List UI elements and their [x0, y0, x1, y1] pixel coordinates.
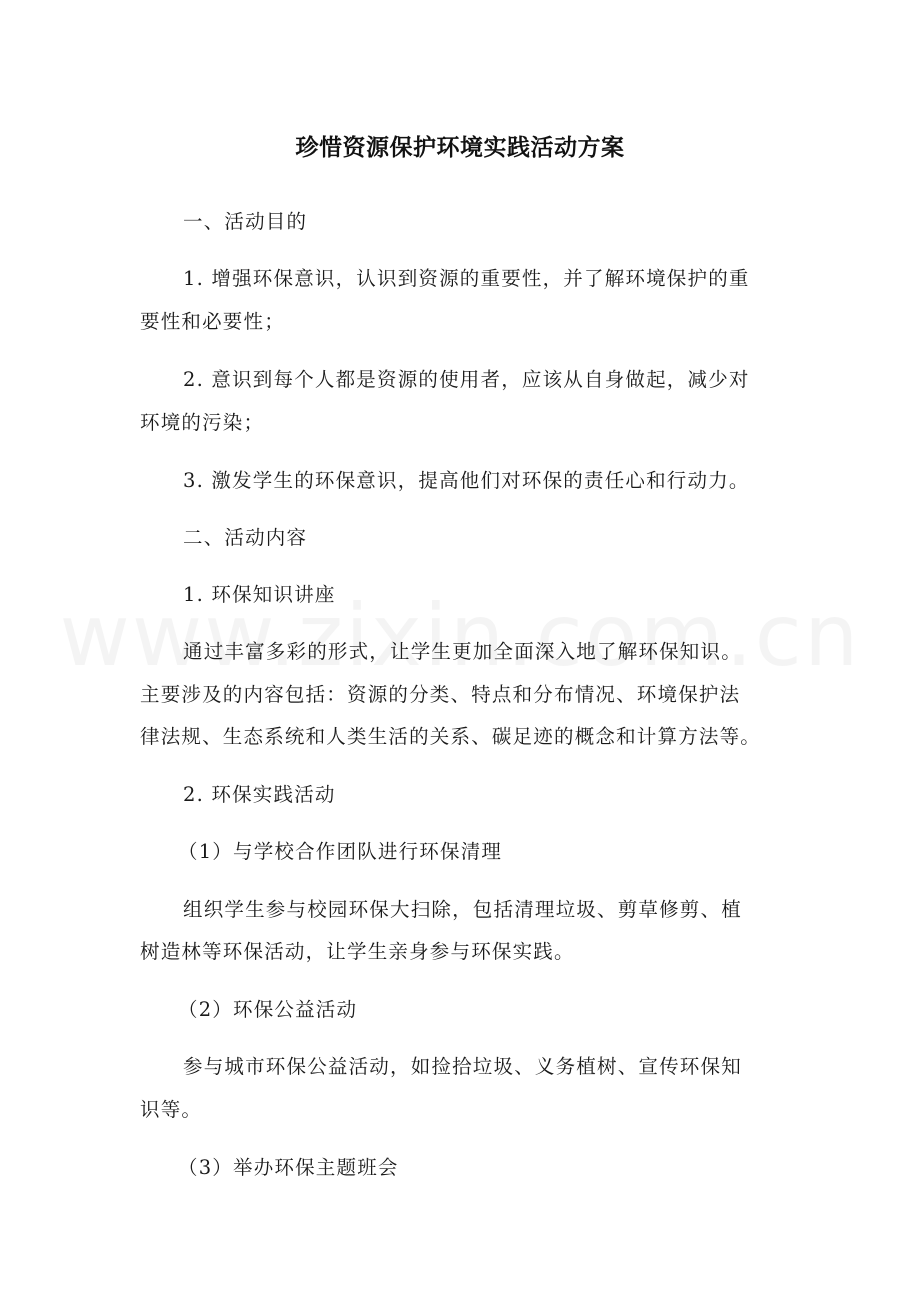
document-title: 珍惜资源保护环境实践活动方案: [295, 135, 625, 161]
paragraph-line: 树造林等环保活动，让学生亲身参与环保实践。: [140, 940, 575, 963]
subheading-lecture: 1. 环保知识讲座: [183, 583, 336, 606]
subheading-public-welfare: （2）环保公益活动: [178, 998, 358, 1021]
subheading-practice: 2. 环保实践活动: [183, 783, 336, 806]
paragraph-line: 组织学生参与校园环保大扫除，包括清理垃圾、剪草修剪、植: [183, 898, 742, 921]
subheading-class-meeting: （3）举办环保主题班会: [178, 1156, 399, 1179]
section-heading-purpose: 一、活动目的: [183, 210, 308, 233]
paragraph-line: 2. 意识到每个人都是资源的使用者，应该从自身做起，减少对: [183, 368, 750, 391]
paragraph-line: 识等。: [140, 1098, 203, 1121]
paragraph-line: 要性和必要性；: [140, 310, 285, 333]
paragraph-line: 主要涉及的内容包括：资源的分类、特点和分布情况、环境保护法: [140, 683, 741, 706]
paragraph-line: 环境的污染；: [140, 411, 265, 434]
paragraph-line: 1. 增强环保意识，认识到资源的重要性，并了解环境保护的重: [183, 267, 750, 290]
subheading-cleanup: （1）与学校合作团队进行环保清理: [178, 840, 503, 863]
paragraph-line: 3. 激发学生的环保意识，提高他们对环保的责任心和行动力。: [183, 469, 750, 492]
paragraph-line: 律法规、生态系统和人类生活的关系、碳足迹的概念和计算方法等。: [140, 725, 762, 748]
paragraph-line: 参与城市环保公益活动，如捡拾垃圾、义务植树、宣传环保知: [183, 1055, 742, 1078]
section-heading-content: 二、活动内容: [183, 526, 308, 549]
paragraph-line: 通过丰富多彩的形式，让学生更加全面深入地了解环保知识。: [183, 640, 742, 663]
